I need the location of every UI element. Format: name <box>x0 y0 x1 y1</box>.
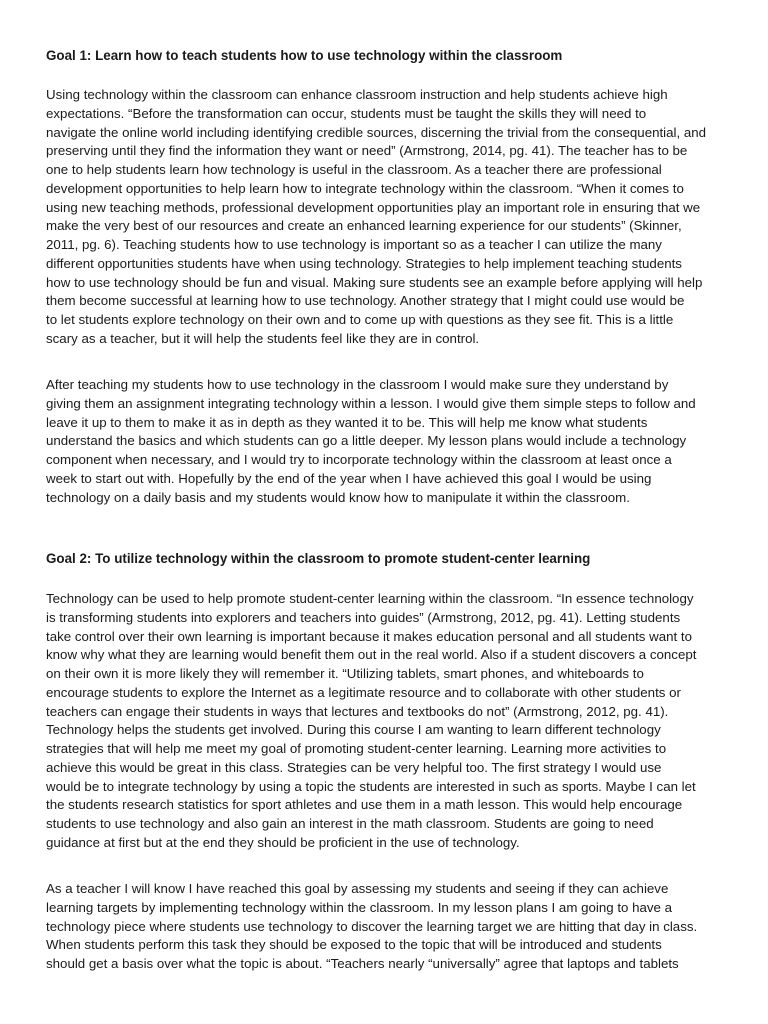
text-line: 2011, pg. 6). Teaching students how to use technology is important so as a teacher I can utilize the many <box>46 237 662 252</box>
text-line: technology on a daily basis and my students would know how to manipulate it within the classroom. <box>46 489 630 505</box>
text-line: learning targets by implementing technology within the classroom. In my lesson plans I am going to have a <box>46 899 673 915</box>
text-line: leave it up to them to make it as in depth as they wanted it to be. This will help me know what students <box>46 414 648 430</box>
text-line: navigate the online world including identifying credible sources, discerning the trivial from the consequential, and <box>46 124 707 140</box>
text-line: to let students explore technology on their own and to come up with questions as they see fit. This is a little <box>46 312 674 327</box>
text-line: After teaching my students how to use technology in the classroom I would make sure they understand by <box>46 377 669 392</box>
text-line: on their own it is more likely they will remember it. “Utilizing tablets, smart phones, and whiteboards to <box>46 666 644 681</box>
text-line: As a teacher I will know I have reached this goal by assessing my students and seeing if they can achieve <box>46 881 669 896</box>
text-line: week to start out with. Hopefully by the end of the year when I have achieved this goal I would be using <box>46 470 652 486</box>
text-line: should get a basis over what the topic is about. “Teachers nearly “universally” agree that laptops and tablets <box>46 956 679 971</box>
text-line: guidance at first but at the end they should be proficient in the use of technology. <box>46 834 520 850</box>
text-line: the students research statistics for sport athletes and use them in a math lesson. This would help encourage <box>46 797 683 813</box>
text-line: Using technology within the classroom can enhance classroom instruction and help students achieve high <box>46 87 668 102</box>
text-line: strategies that will help me meet my goal of promoting student-center learning. Learning more activities to <box>46 741 667 756</box>
text-line: using new teaching methods, professional development opportunities play an important role in ensuring that we <box>46 199 701 215</box>
text-line: understand the basics and which students can go a little deeper. My lesson plans would include a technology <box>46 433 687 449</box>
text-line: would be to integrate technology by using a topic the students are interested in such as sports. Maybe I can let <box>46 778 696 794</box>
text-line: Technology helps the students get involved. During this course I am wanting to learn different technology <box>46 722 661 738</box>
goal-2-paragraph-1 <box>46 590 766 853</box>
text-line: component when necessary, and I would try to incorporate technology within the classroom at least once a <box>46 452 672 467</box>
text-line: how to use technology should be fun and visual. Making sure students see an example before applying will help <box>46 274 703 290</box>
text-line: take control over their own learning is important because it makes education personal and all students want to <box>46 628 693 644</box>
text-line: technology piece where students use technology to discover the learning target we are hitting that day in class. <box>46 918 698 934</box>
text-line: Technology can be used to help promote student-center learning within the classroom. “In essence technology <box>46 591 694 606</box>
text-line: is transforming students into explorers and teachers into guides” (Armstrong, 2012, pg. 41). Letting students <box>46 609 681 625</box>
text-line: know why what they are learning would benefit them out in the real world. Also if a student discovers a concept <box>46 647 697 663</box>
goal-2-paragraph-2 <box>46 880 766 974</box>
text-line: achieve this would be great in this class. Strategies can be very helpful too. The first strategy I would use <box>46 759 662 775</box>
text-line: students to use technology and also gain an interest in the math classroom. Students are going to need <box>46 816 654 831</box>
text-line: different opportunities students have when using technology. Strategies to help implement teaching students <box>46 255 682 271</box>
goal-1-heading: Goal 1: Learn how to teach students how to use technology within the classroom <box>46 48 563 63</box>
goal-1-paragraph-2 <box>46 376 766 507</box>
text-line: When students perform this task they should be exposed to the topic that will be introduced and students <box>46 937 662 953</box>
text-line: encourage students to explore the Internet as a legitimate resource and to collaborate with other students or <box>46 684 681 700</box>
goal-1-paragraph-1 <box>46 86 766 349</box>
text-line: them become successful at learning how to use technology. Another strategy that I might could use would be <box>46 293 685 309</box>
text-line: preserving until they find the information they want or need” (Armstrong, 2014, pg. 41). The teacher has to be <box>46 143 688 159</box>
text-line: teachers can engage their students in ways that lectures and textbooks do not” (Armstrong, 2012, pg. 41). <box>46 703 669 719</box>
text-line: scary as a teacher, but it will help the students feel like they are in control. <box>46 330 480 346</box>
text-line: giving them an assignment integrating technology within a lesson. I would give them simple steps to follow and <box>46 395 696 411</box>
goal-2-heading: Goal 2: To utilize technology within the classroom to promote student-center learning <box>46 551 591 566</box>
text-line: one to help students learn how technology is useful in the classroom. As a teacher there are professional <box>46 162 662 177</box>
text-line: development opportunities to help learn how to integrate technology within the classroom. “When it comes to <box>46 180 684 196</box>
text-line: expectations. “Before the transformation can occur, students must be taught the skills they will need to <box>46 105 647 121</box>
text-line: make the very best of our resources and create an enhanced learning experience for our students” (Skinner, <box>46 218 682 234</box>
